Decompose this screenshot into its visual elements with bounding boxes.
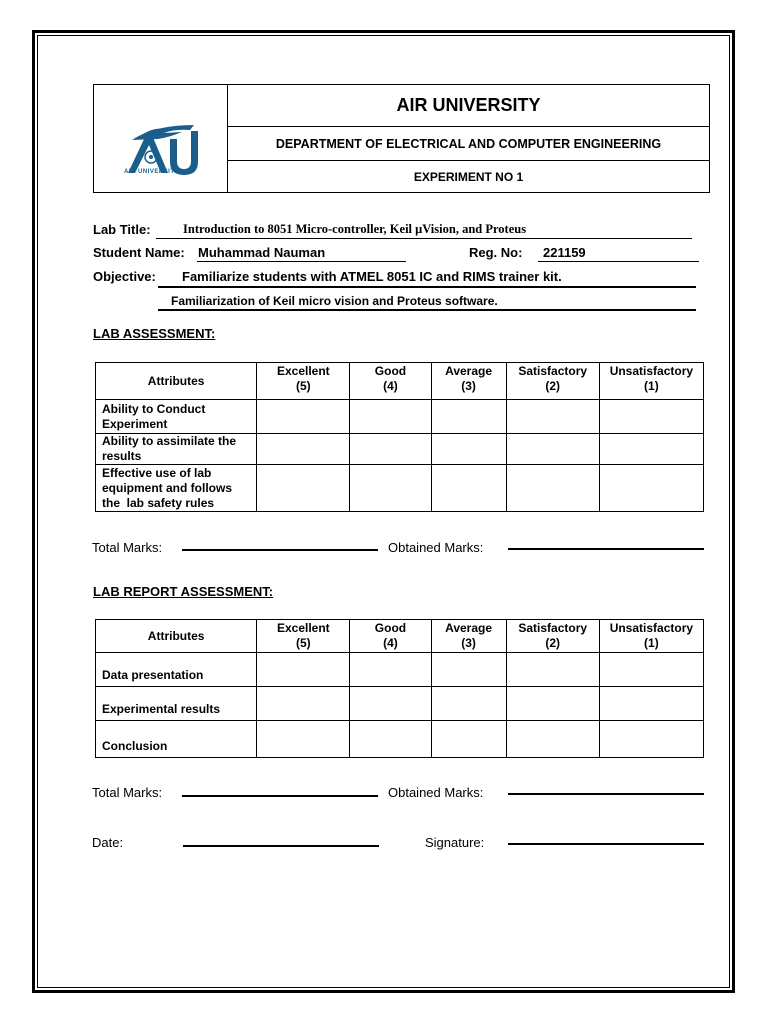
score-cell[interactable]: [350, 687, 431, 721]
score-cell[interactable]: [506, 434, 599, 465]
attribute-cell: Data presentation: [96, 653, 257, 687]
score-cell[interactable]: [599, 400, 703, 434]
attribute-cell: Experimental results: [96, 687, 257, 721]
score-cell[interactable]: [257, 434, 350, 465]
score-cell[interactable]: [599, 434, 703, 465]
logo-text: AIR UNIVERSITY: [124, 169, 180, 175]
score-cell[interactable]: [431, 434, 506, 465]
student-name-underline: [197, 261, 406, 262]
column-header: Satisfactory (2): [506, 363, 599, 400]
column-header: Excellent (5): [257, 620, 350, 653]
score-cell[interactable]: [599, 653, 703, 687]
column-header: Satisfactory (2): [506, 620, 599, 653]
score-cell[interactable]: [506, 687, 599, 721]
table-row: [96, 687, 704, 721]
table-header-row: [96, 363, 704, 400]
score-cell[interactable]: [350, 721, 431, 758]
table-row: [96, 400, 704, 434]
score-cell[interactable]: [431, 721, 506, 758]
objective-line-1: Familiarize students with ATMEL 8051 IC and RIMS trainer kit.: [182, 269, 562, 284]
score-cell[interactable]: [257, 687, 350, 721]
score-cell[interactable]: [431, 465, 506, 512]
column-header: Good (4): [350, 620, 431, 653]
report-obtained-marks-line[interactable]: [508, 793, 704, 795]
date-line[interactable]: [183, 845, 379, 847]
score-cell[interactable]: [350, 434, 431, 465]
table-row: [96, 434, 704, 465]
lab-title-underline: [156, 238, 692, 239]
report-total-marks-label: Total Marks:: [92, 785, 163, 800]
student-name-label: Student Name:: [93, 245, 185, 260]
attribute-cell: Effective use of lab equipment and follows the lab safety rules: [96, 465, 257, 512]
objective-underline-1: [158, 286, 696, 288]
objective-label: Objective:: [93, 269, 156, 284]
score-cell[interactable]: [431, 687, 506, 721]
attribute-cell: Ability to Conduct Experiment: [96, 400, 257, 434]
experiment-number: EXPERIMENT NO 1: [413, 169, 524, 184]
signature-line[interactable]: [508, 843, 704, 845]
date-label: Date:: [92, 835, 124, 850]
column-header: Average (3): [431, 620, 506, 653]
score-cell[interactable]: [506, 465, 599, 512]
score-cell[interactable]: [431, 653, 506, 687]
reg-no-label: Reg. No:: [469, 245, 523, 260]
column-header: Unsatisfactory (1): [599, 620, 703, 653]
column-header: Unsatisfactory (1): [599, 363, 703, 400]
attribute-cell: Conclusion: [96, 721, 257, 758]
report-assessment-table: [95, 619, 704, 758]
objective-line-2: Familiarization of Keil micro vision and Proteus software.: [171, 294, 498, 308]
lab-assessment-table: [95, 362, 704, 512]
lab-total-marks-line[interactable]: [182, 549, 378, 551]
column-header: Excellent (5): [257, 363, 350, 400]
university-title: AIR UNIVERSITY: [228, 85, 709, 127]
table-row: [96, 721, 704, 758]
report-obtained-marks-label: Obtained Marks:: [388, 785, 484, 800]
column-header: Attributes: [96, 363, 257, 400]
score-cell[interactable]: [506, 721, 599, 758]
score-cell[interactable]: [431, 400, 506, 434]
score-cell[interactable]: [599, 721, 703, 758]
objective-underline-2: [158, 309, 696, 311]
student-name-value: Muhammad Nauman: [198, 245, 326, 260]
lab-title-label: Lab Title:: [93, 222, 151, 237]
score-cell[interactable]: [506, 653, 599, 687]
air-university-logo-icon: [94, 85, 227, 192]
column-header: Average (3): [431, 363, 506, 400]
score-cell[interactable]: [257, 400, 350, 434]
column-header: Attributes: [96, 620, 257, 653]
table-header-row: [96, 620, 704, 653]
lab-total-marks-label: Total Marks:: [92, 540, 163, 555]
attribute-cell: Ability to assimilate the results: [96, 434, 257, 465]
score-cell[interactable]: [350, 653, 431, 687]
document-header: [93, 84, 710, 193]
logo-cell: [94, 85, 228, 192]
reg-no-underline: [538, 261, 699, 262]
score-cell[interactable]: [599, 687, 703, 721]
signature-label: Signature:: [425, 835, 485, 850]
table-row: [96, 653, 704, 687]
department-title: DEPARTMENT OF ELECTRICAL AND COMPUTER ENGINEERING: [228, 127, 709, 161]
score-cell[interactable]: [257, 721, 350, 758]
score-cell[interactable]: [350, 400, 431, 434]
lab-obtained-marks-line[interactable]: [508, 548, 704, 550]
score-cell[interactable]: [599, 465, 703, 512]
report-assessment-title: LAB REPORT ASSESSMENT:: [93, 584, 274, 599]
score-cell[interactable]: [257, 465, 350, 512]
score-cell[interactable]: [350, 465, 431, 512]
lab-obtained-marks-label: Obtained Marks:: [388, 540, 484, 555]
column-header: Good (4): [350, 363, 431, 400]
reg-no-value: 221159: [543, 245, 586, 260]
score-cell[interactable]: [506, 400, 599, 434]
table-row: [96, 465, 704, 512]
lab-assessment-title: LAB ASSESSMENT:: [93, 326, 216, 341]
lab-title-value: Introduction to 8051 Micro-controller, Keil μVision, and Proteus: [183, 222, 527, 236]
report-total-marks-line[interactable]: [182, 795, 378, 797]
score-cell[interactable]: [257, 653, 350, 687]
